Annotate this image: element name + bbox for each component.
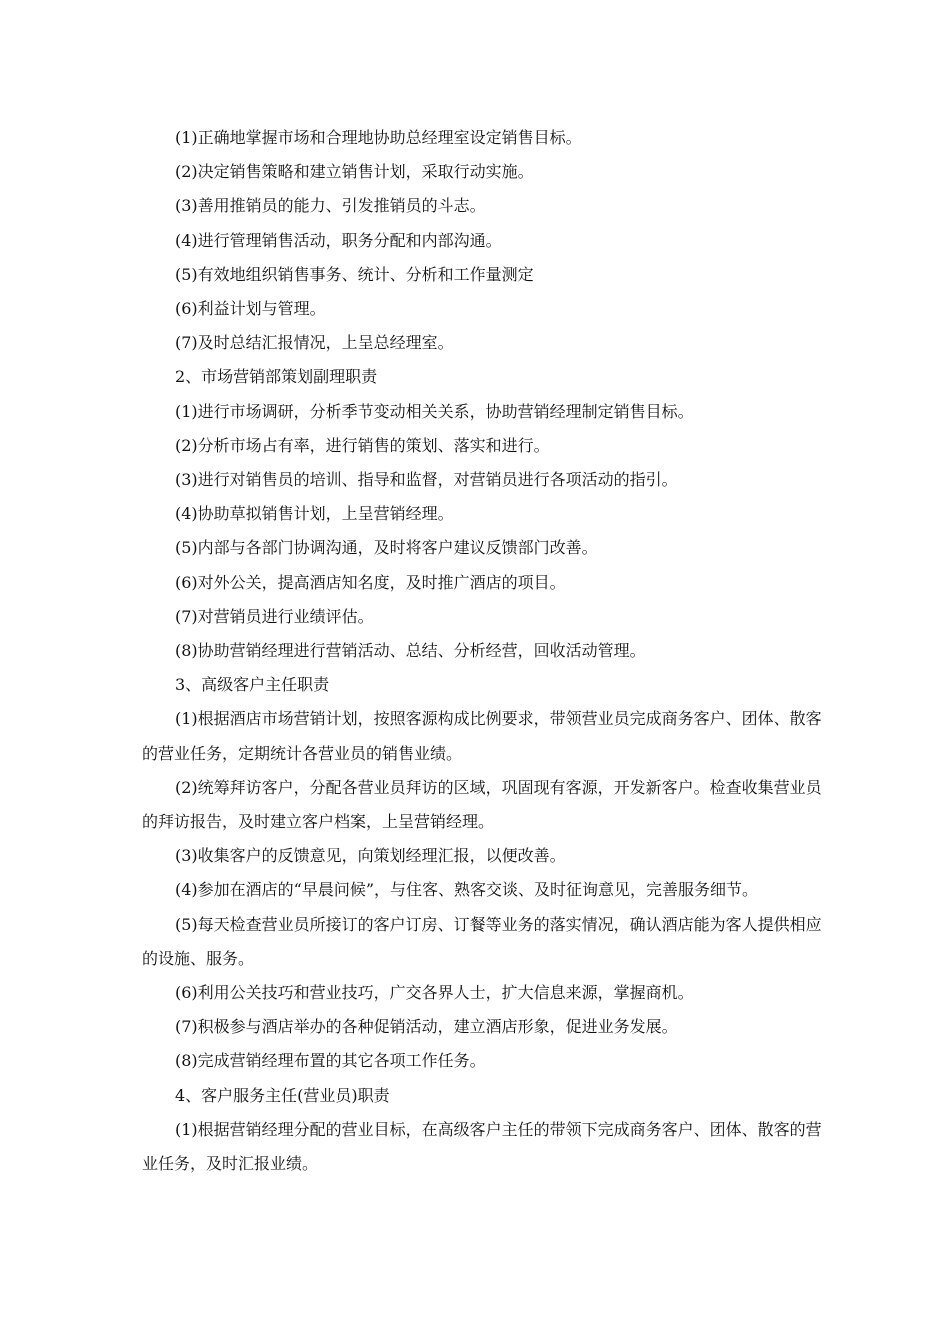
paragraph: (1)根据酒店市场营销计划，按照客源构成比例要求，带领营业员完成商务客户、团体、散客的营业任务，定期统计各营业员的销售业绩。 xyxy=(142,709,822,763)
paragraph: (6)对外公关，提高酒店知名度，及时推广酒店的项目。 xyxy=(175,572,566,592)
paragraph: (1)进行市场调研，分析季节变动相关关系，协助营销经理制定销售目标。 xyxy=(175,401,694,421)
paragraph: (5)内部与各部门协调沟通，及时将客户建议反馈部门改善。 xyxy=(175,538,598,558)
paragraph: (2)统筹拜访客户，分配各营业员拜访的区域，巩固现有客源，开发新客户。检查收集营业员的拜访报告，及时建立客户档案，上呈营销经理。 xyxy=(142,777,822,832)
paragraph: (5)每天检查营业员所接订的客户订房、订餐等业务的落实情况，确认酒店能为客人提供相应的设施、服务。 xyxy=(142,914,822,968)
document-body xyxy=(142,121,832,1181)
paragraph: (7)及时总结汇报情况，上呈总经理室。 xyxy=(175,333,454,353)
paragraph: (8)完成营销经理布置的其它各项工作任务。 xyxy=(175,1051,486,1071)
paragraph: (6)利用公关技巧和营业技巧，广交各界人士，扩大信息来源，掌握商机。 xyxy=(175,983,694,1003)
section-heading: 4、客户服务主任(营业员)职责 xyxy=(175,1085,390,1105)
paragraph: (5)有效地组织销售事务、统计、分析和工作量测定 xyxy=(175,264,534,284)
paragraph: (3)善用推销员的能力、引发推销员的斗志。 xyxy=(175,196,486,216)
paragraph: (6)利益计划与管理。 xyxy=(175,299,326,319)
paragraph: (8)协助营销经理进行营销活动、总结、分析经营，回收活动管理。 xyxy=(175,641,646,661)
paragraph: (4)进行管理销售活动，职务分配和内部沟通。 xyxy=(175,230,502,250)
paragraph: (7)对营销员进行业绩评估。 xyxy=(175,606,374,626)
paragraph: (2)分析市场占有率，进行销售的策划、落实和进行。 xyxy=(175,435,550,455)
paragraph: (1)正确地掌握市场和合理地协助总经理室设定销售目标。 xyxy=(175,128,582,147)
paragraph: (2)决定销售策略和建立销售计划，采取行动实施。 xyxy=(175,162,534,182)
paragraph: (4)参加在酒店的“早晨问候”，与住客、熟客交谈、及时征询意见，完善服务细节。 xyxy=(175,880,759,900)
paragraph: (7)积极参与酒店举办的各种促销活动，建立酒店形象，促进业务发展。 xyxy=(175,1017,678,1037)
section-heading: 2、市场营销部策划副理职责 xyxy=(175,367,378,387)
paragraph: (3)收集客户的反馈意见，向策划经理汇报，以便改善。 xyxy=(175,846,566,866)
section-heading: 3、高级客户主任职责 xyxy=(175,675,330,695)
paragraph: (4)协助草拟销售计划，上呈营销经理。 xyxy=(175,504,454,524)
paragraph: (3)进行对销售员的培训、指导和监督，对营销员进行各项活动的指引。 xyxy=(175,470,678,490)
paragraph: (1)根据营销经理分配的营业目标，在高级客户主任的带领下完成商务客户、团体、散客的营业任务，及时汇报业绩。 xyxy=(142,1119,822,1174)
